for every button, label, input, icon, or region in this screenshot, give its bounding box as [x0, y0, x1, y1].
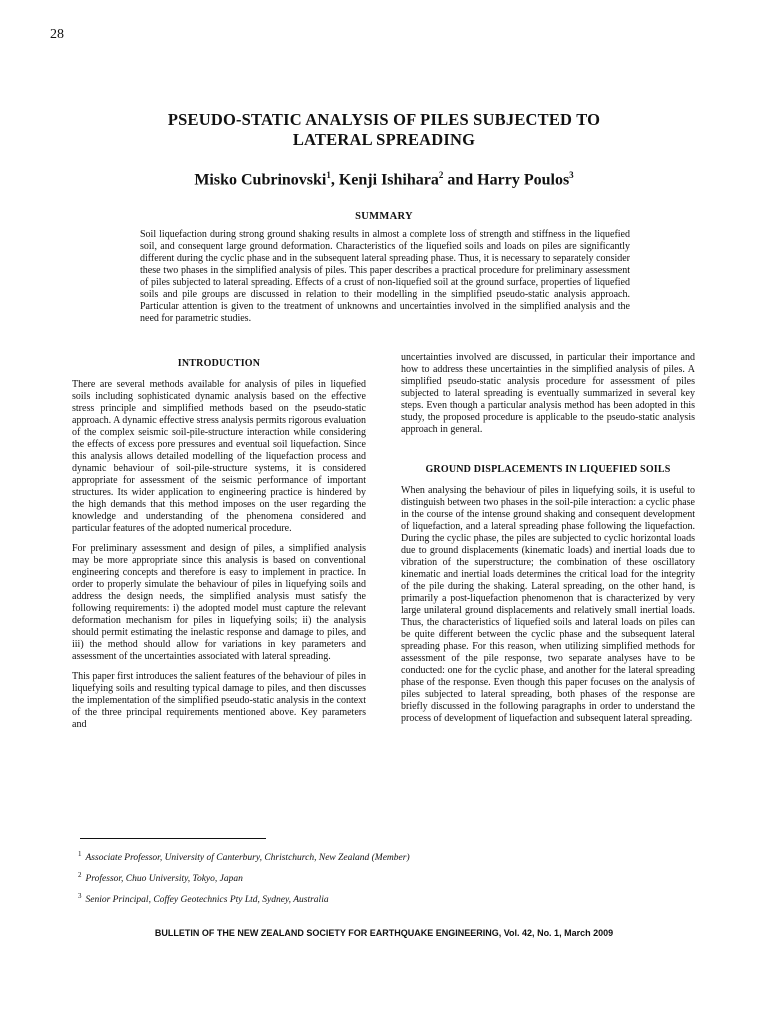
journal-footer: BULLETIN OF THE NEW ZEALAND SOCIETY FOR EARTHQUAKE ENGINEERING, Vol. 42, No. 1, March 2009 — [154, 928, 614, 938]
footnote-mark: 1 — [78, 850, 82, 858]
author-affiliation-mark: 1 — [326, 170, 331, 180]
footnote-text: Associate Professor, University of Canterbury, Christchurch, New Zealand (Member) — [85, 853, 410, 863]
footnote — [78, 871, 410, 884]
author-name: Misko Cubrinovski — [194, 171, 327, 189]
author-affiliation-mark: 3 — [569, 170, 574, 180]
right-column — [401, 352, 695, 733]
introduction-heading: INTRODUCTION — [177, 358, 261, 369]
footnote-text: Professor, Chuo University, Tokyo, Japan — [85, 874, 243, 884]
footnote-mark: 3 — [78, 892, 82, 900]
left-column — [72, 358, 366, 739]
title-line-2: LATERAL SPREADING — [292, 130, 476, 149]
author-list: Misko Cubrinovski$^1$, Kenji Ishihara$^2$ and Harry Poulos$^3$ — [194, 170, 574, 189]
body-paragraph: There are several methods available for analysis of piles in liquefied soils including sophisticated dynamic analysis based on the effective stress principle and simplified methods based on the pseudo-static approach. A dynamic effective stress analysis permits rigorous evaluation of the complex seismic soil-pile-structure interaction while considering the effects of excess pore pressures and eventual soil liquefaction. Since this analysis allows detailed modelling of the liquefaction process and dynamic behaviour of soil-pile-structure systems, it is considered appropriate for assessment of the seismic performance of important structures. Its wider application to engineering practice is hindered by the high demands that this method imposes on the user regarding the knowledge and understanding of the phenomena considered and particular features of the adopted numerical procedure. — [72, 379, 366, 534]
page-number: 28 — [50, 27, 64, 42]
footnotes — [78, 850, 410, 913]
ground-displacements-heading: GROUND DISPLACEMENTS IN LIQUEFIED SOILS — [425, 464, 671, 475]
author-name: Harry Poulos — [477, 171, 570, 189]
footnote-text: Senior Principal, Coffey Geotechnics Pty Ltd, Sydney, Australia — [85, 895, 329, 905]
paper-title — [0, 110, 768, 150]
footnote-divider — [80, 838, 266, 839]
body-paragraph: This paper first introduces the salient features of the behaviour of piles in liquefying soils and resulting typical damage to piles, and then discusses the implementation of the simplified pseudo-static analysis in the context of the three principal requirements mentioned above. Key parameters and — [72, 671, 366, 730]
footnote-mark: 2 — [78, 871, 82, 879]
summary-text: Soil liquefaction during strong ground shaking results in almost a complete loss of strength and stiffness in the liquefied soil, and consequent large ground deformation. Characteristics of the liquefied soils and loads on piles are significantly different during the cyclic phase and in the subsequent lateral spreading phase. Thus, it is necessary to separately consider these two phases in the simplified analysis of piles. This paper describes a practical procedure for preliminary assessment of piles subjected to lateral spreading. Effects of a crust of non-liquefied soil at the ground surface, properties of liquefied soils and pile groups are discussed in relation to their modelling in the simplified pseudo-static analysis approach. Particular attention is given to the treatment of unknowns and uncertainties involved in the simplified analysis and the need for parametric studies. — [140, 229, 630, 324]
summary-heading: SUMMARY — [355, 211, 413, 222]
body-paragraph: uncertainties involved are discussed, in particular their importance and how to address these uncertainties in the simplified analysis of piles. A simplified pseudo-static analysis procedure for assessment of piles subjected to lateral spreading is eventually summarized in several key steps. Even though a particular analysis method has been adopted in this study, the proposed procedure is applicable to the pseudo-static analysis approach in general. — [401, 352, 695, 435]
author-affiliation-mark: 2 — [438, 170, 444, 180]
footnote — [78, 850, 410, 863]
body-paragraph: When analysing the behaviour of piles in liquefying soils, it is useful to distinguish between two phases in the soil-pile interaction: a cyclic phase in the course of the intense ground shaking and consequent development of liquefaction, and a lateral spreading phase following the liquefaction. During the cyclic phase, the piles are subjected to cyclic horizontal loads due to ground displacements (kinematic loads) and inertial loads due to vibration of the superstructure; the combination of these oscillatory kinematic and inertial loads determines the critical load for the integrity of the pile during the shaking. Lateral spreading, on the other hand, is primarily a post-liquefaction phenomenon that is characterized by very large unilateral ground displacements and relatively small inertial loads. Thus, the characteristics of liquefied soils and lateral loads on piles can be quite different between the cyclic phase and the subsequent lateral spreading phase. For this reason, when utilizing simplified methods for assessment of the pile response, two separate analyses have to be conducted: one for the cyclic phase, and another for the lateral spreading phase of the response. Even though this paper focuses on the analysis of piles subjected to lateral spreading, both phases of the response are briefly discussed in the following paragraphs in order to understand the process of development of liquefaction and subsequent lateral spreading. — [401, 485, 695, 724]
title-line-1: PSEUDO-STATIC ANALYSIS OF PILES SUBJECTED TO — [167, 110, 601, 129]
author-name: Kenji Ishihara — [338, 171, 439, 189]
footnote — [78, 892, 410, 905]
body-paragraph: For preliminary assessment and design of piles, a simplified analysis may be more appropriate since this analysis is based on conventional engineering concepts and therefore is easy to implement in practice. In order to properly simulate the behaviour of piles in liquefying soils and address the design needs, the simplified analysis must satisfy the following requirements: i) the adopted model must capture the relevant deformation mechanism for piles in liquefying soils; ii) the analysis should permit estimating the inelastic response and damage to piles, and iii) the method should allow for variations in key parameters and assessment of the uncertainties associated with lateral spreading. — [72, 543, 366, 662]
